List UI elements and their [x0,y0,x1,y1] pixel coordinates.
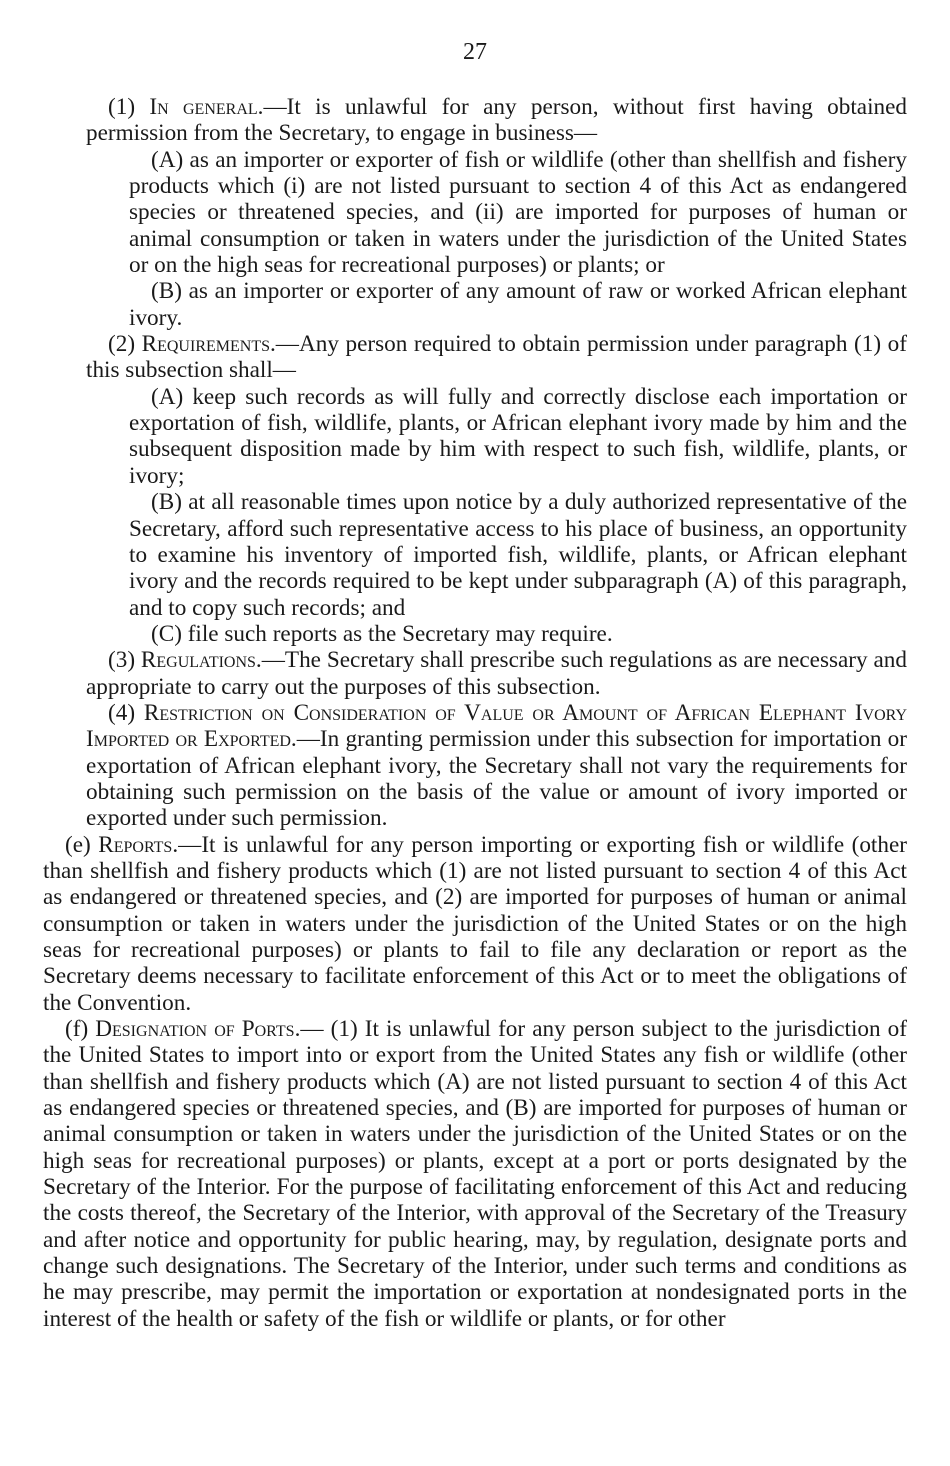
paragraph-d2B [129,489,907,621]
paragraph-text: (A) as an importer or exporter of fish or wildlife (other than shellfish and fishery products which (i) are not listed pursuant to section 4 of this Act as endangered species or threatened species, and (ii) are imported for purposes of human or animal consumption or taken in waters under the jurisdiction of the United States or on the high seas for recreational purposes) or plants; or [129,146,907,279]
paragraph-heading: In general. [149,94,264,120]
paragraph-d2A [129,384,907,489]
paragraph-d2C [129,621,907,647]
paragraph-lead: (f) [65,1016,96,1043]
paragraph-heading: Regulations. [140,647,262,674]
paragraph-text: (B) as an importer or exporter of any amount of raw or worked African elephant ivory. [129,278,907,331]
paragraph-text: —It is unlawful for any person importing or exporting fish or wildlife (other than shellfish and fishery products which (1) are not listed pursuant to section 4 of this Act as endangered or threatened species, and (2) are imported for purposes of human or animal consumption or taken in waters under the jurisdiction of the United States or on the high seas for recreational purposes) or plants to fail to file any declaration or report as the Secretary deems necessary to facilitate enforcement of this Act or to meet the obligations of the Convention. [43,831,907,1016]
paragraph-e [43,832,907,1016]
paragraph-text: (C) file such reports as the Secretary may require. [151,620,613,647]
page-number: 27 [463,39,487,65]
paragraph-lead: (2) [108,331,142,358]
paragraph-text: — (1) It is unlawful for any person subject to the jurisdiction of the United States to import into or export from the United States any fish or wildlife (other than shellfish and fishery products which (A) are not listed pursuant to section 4 of this Act as endangered species or threatened species, and (B) are imported for purposes of human or animal consumption or taken in waters under the jurisdiction of the United States or on the high seas for recreational purposes) or plants, except at a port or ports designated by the Secretary of the Interior. For the purpose of facilitating enforcement of this Act and reducing the costs thereof, the Secretary of the Interior, with approval of the Secretary of the Treasury and after notice and opportunity for public hearing, may, by regulation, designate ports and change such designations. The Secretary of the Interior, under such terms and conditions as he may prescribe, may permit the importation or exportation at nondesignated ports in the interest of the health or safety of the fish or wildlife or plants, or for other [43,1016,907,1332]
paragraph-lead: (3) [108,647,141,674]
paragraph-heading: Designation of Ports. [95,1016,301,1043]
paragraph-d1A [129,147,907,279]
paragraph-d3 [86,647,907,700]
paragraph-text: (A) keep such records as will fully and correctly disclose each importation or exportation of fish, wildlife, plants, or African elephant ivory made by him and the subsequent disposition made by him with respect to such fish, wildlife, plants, or ivory; [129,383,907,489]
paragraph-lead: (1) [108,94,150,120]
paragraph-f [43,1016,907,1332]
paragraph-text: —It is unlawful for any person, without first having obtained permission from the Secretary, to engage in business— [86,94,907,147]
paragraph-d1B [129,278,907,331]
paragraph-text: (B) at all reasonable times upon notice by a duly authorized representative of the Secretary, afford such representative access to his place of business, an opportunity to examine his inventory of imported fish, wildlife, plants, or African elephant ivory and the records required to be kept under subparagraph (A) of this paragraph, and to copy such records; and [129,489,907,621]
paragraph-d2 [86,331,907,384]
paragraph-heading: Restriction on Consideration of Value or Amount of African Elephant Ivory Imported or Exported. [86,699,907,753]
paragraph-text: —The Secretary shall prescribe such regulations as are necessary and appropriate to carry out the purposes of this subsection. [86,647,907,700]
paragraph-text: —Any person required to obtain permission under paragraph (1) of this subsection shall— [86,331,907,384]
paragraph-lead: (4) [108,699,144,726]
paragraph-heading: Requirements. [141,331,276,358]
statute-text [43,94,907,1332]
paragraph-text: —In granting permission under this subsection for importation or exportation of African elephant ivory, the Secretary shall not vary the requirements for obtaining such permission on the basis of the value or amount of ivory imported or exported under such permission. [86,726,907,832]
paragraph-d4 [86,700,907,832]
paragraph-d1 [86,94,907,147]
paragraph-heading: Reports. [98,831,179,858]
paragraph-lead: (e) [65,831,99,858]
